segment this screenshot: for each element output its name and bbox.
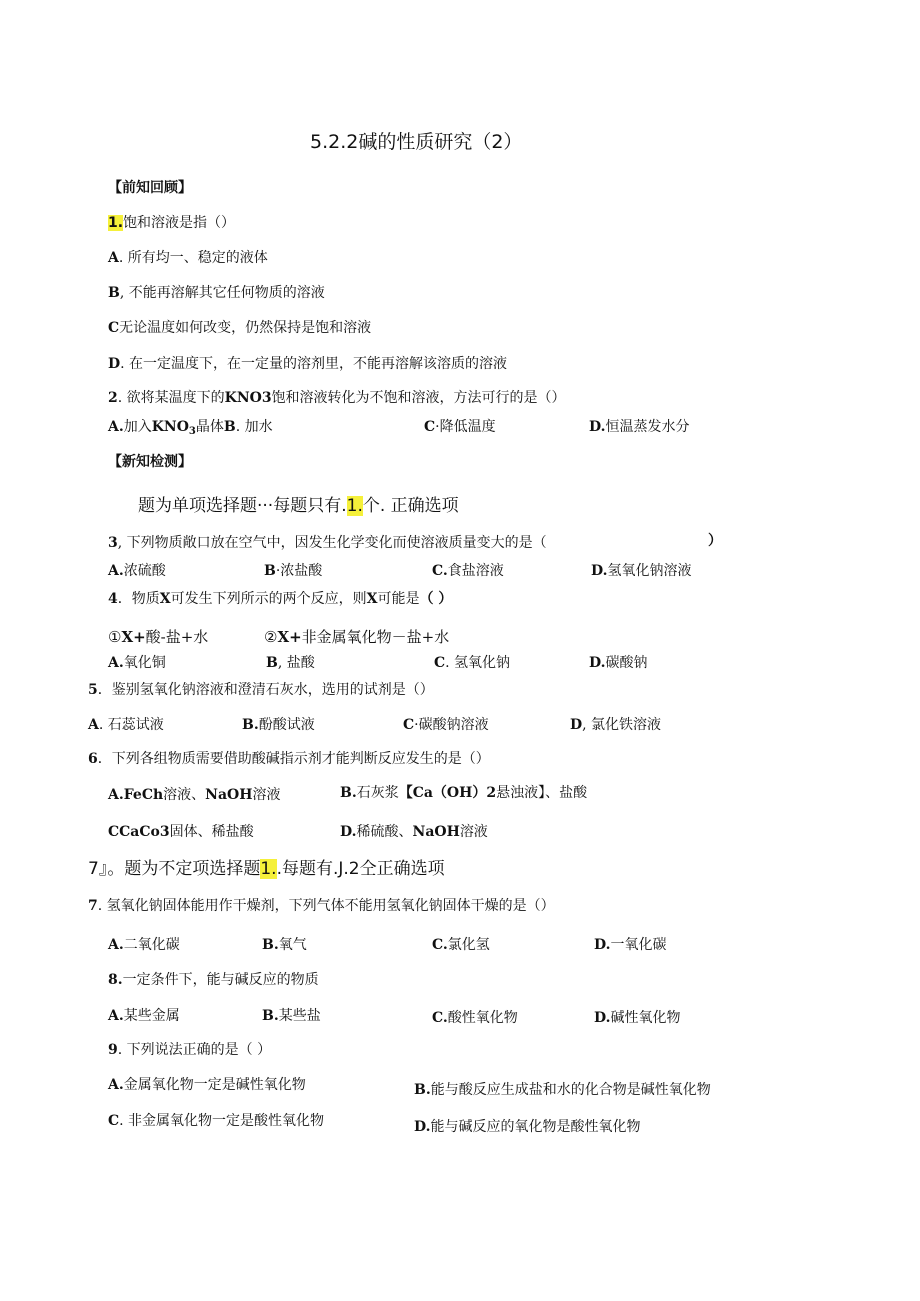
option-label: C xyxy=(108,320,120,336)
q9-option-b xyxy=(414,1081,711,1099)
q6-option-c xyxy=(108,823,254,841)
q7-option-a xyxy=(108,936,180,954)
question-stem: 可能是 xyxy=(377,591,420,607)
q1-option-d xyxy=(108,355,507,373)
option-label: A. xyxy=(108,563,124,579)
question-stem: , 下列物质敞口放在空气中，因发生化学变化而使溶液质量变大的是（ xyxy=(117,535,547,551)
q5-option-b xyxy=(242,716,315,734)
question-stem: ．鉴别氢氧化钠溶液和澄清石灰水，选用的试剂是（） xyxy=(97,682,434,698)
option-label: D. xyxy=(594,1010,611,1026)
reaction-2 xyxy=(264,628,449,646)
option-text: , 盐酸 xyxy=(277,655,315,671)
section-new-heading: 【新知检测】 xyxy=(108,454,192,470)
reaction-number: ② xyxy=(264,628,278,646)
option-label: C xyxy=(434,655,446,671)
option-text: 加入 xyxy=(123,419,152,435)
question-stem: . 下列说法正确的是（ ） xyxy=(117,1042,272,1058)
option-label: B. xyxy=(414,1082,431,1098)
instruction-number: 1. xyxy=(346,496,363,516)
variable-x: X xyxy=(159,591,171,607)
option-label: C. xyxy=(432,1010,448,1026)
formula: 【Ca（OH）2 xyxy=(398,785,497,801)
instruction-text: 个. 正确选项 xyxy=(362,496,459,516)
option-label: C xyxy=(424,419,436,435)
option-label: D. xyxy=(591,563,608,579)
q9-option-d xyxy=(414,1118,641,1136)
section-review-heading: 【前知回顾】 xyxy=(108,180,192,196)
question-number: 1. xyxy=(108,215,124,231)
q3-option-b xyxy=(264,562,322,580)
option-label: B. xyxy=(262,937,279,953)
option-label: A. xyxy=(108,419,124,435)
option-text: 稀硫酸、 xyxy=(356,824,413,840)
instruction-multiple-choice xyxy=(88,858,445,880)
formula: KNO xyxy=(151,419,189,435)
option-text: . 所有均一、稳定的液体 xyxy=(118,250,268,266)
variable-x: X xyxy=(366,591,378,607)
option-label: B xyxy=(264,563,276,579)
option-label: B xyxy=(108,285,120,301)
q8-option-b xyxy=(262,1007,321,1025)
question-stem: ．下列各组物质需要借助酸碱指示剂才能判断反应发生的是（） xyxy=(97,751,490,767)
q3-option-d xyxy=(591,562,692,580)
option-text: 某些盐 xyxy=(278,1008,321,1024)
option-text: 能与酸反应生成盐和水的化合物是碱性氧化物 xyxy=(430,1082,711,1098)
question-5 xyxy=(88,681,434,699)
option-text: ·浓盐酸 xyxy=(275,563,323,579)
formula: NaOH xyxy=(205,787,253,803)
formula-subscript: 3 xyxy=(188,426,196,437)
option-label: D xyxy=(570,717,583,733)
question-stem: . 氢氧化钠固体能用作干燥剂，下列气体不能用氢氧化钠固体干燥的是（） xyxy=(97,898,555,914)
q8-option-a xyxy=(108,1007,180,1025)
formula: NaOH xyxy=(412,824,460,840)
option-text: 溶液 xyxy=(252,787,281,803)
option-text: 食盐溶液 xyxy=(447,563,504,579)
option-text: 碱性氧化物 xyxy=(610,1010,681,1026)
question-number: 8. xyxy=(108,972,123,988)
option-text: , 不能再溶解其它任何物质的溶液 xyxy=(119,285,325,301)
option-text: ·碳酸钠溶液 xyxy=(414,717,489,733)
option-label: A. xyxy=(108,937,124,953)
option-text: 石灰浆 xyxy=(356,785,399,801)
option-text: 金属氧化物一定是碱性氧化物 xyxy=(123,1077,306,1093)
option-text: , 氯化铁溶液 xyxy=(582,717,662,733)
reaction-x: X+ xyxy=(121,628,146,646)
option-text: . 氢氧化钠 xyxy=(445,655,511,671)
q7-option-c xyxy=(432,936,490,954)
q2-option-d xyxy=(589,418,690,436)
formula: KNO3 xyxy=(224,390,272,406)
q6-option-a xyxy=(108,786,280,804)
q1-option-b xyxy=(108,284,325,302)
option-text: . 石蕊试液 xyxy=(98,717,164,733)
option-text: 悬浊液】、盐酸 xyxy=(496,785,588,801)
option-text: 氯化氢 xyxy=(447,937,490,953)
option-text: 某些金属 xyxy=(123,1008,180,1024)
q6-option-b xyxy=(340,784,587,802)
question-6 xyxy=(88,750,490,768)
question-stem: 饱和溶液转化为不饱和溶液，方法可行的是（） xyxy=(271,390,566,406)
question-8 xyxy=(108,971,319,989)
option-text: ·降低温度 xyxy=(435,419,496,435)
option-label: A. xyxy=(108,655,124,671)
q7-option-b xyxy=(262,936,307,954)
q4-option-d xyxy=(589,654,648,672)
question-number: 4 xyxy=(108,591,118,607)
instruction-number: 1. xyxy=(260,859,277,879)
option-text: . 加水 xyxy=(235,419,273,435)
instruction-text: 7』。题为不定项选择题 xyxy=(88,859,261,879)
question-9 xyxy=(108,1041,271,1059)
option-label: D. xyxy=(340,824,357,840)
question-3 xyxy=(108,534,547,552)
option-label: B. xyxy=(242,717,259,733)
option-text: 恒温蒸发水分 xyxy=(605,419,690,435)
reaction-x: X+ xyxy=(277,628,302,646)
formula: FeCh xyxy=(123,787,164,803)
reaction-text: 非金属氧化物－盐+水 xyxy=(301,628,450,646)
option-label: D. xyxy=(589,655,606,671)
question-stem: 一定条件下，能与碱反应的物质 xyxy=(122,972,319,988)
question-number: 3 xyxy=(108,535,118,551)
instruction-text: 题为单项选择题···每题只有. xyxy=(138,496,347,516)
option-label: B. xyxy=(340,785,357,801)
question-stem: . 欲将某温度下的 xyxy=(117,390,225,406)
option-text: 晶体 xyxy=(195,419,224,435)
option-label: D. xyxy=(594,937,611,953)
option-label: CCaCo3 xyxy=(108,824,170,840)
q4-option-c xyxy=(434,654,510,672)
option-label: D xyxy=(108,356,121,372)
instruction-single-choice xyxy=(138,495,459,517)
q2-option-c xyxy=(424,418,496,436)
option-label: C. xyxy=(432,937,448,953)
q9-option-a xyxy=(108,1076,306,1094)
q2-option-ab xyxy=(108,418,273,441)
option-text: 固体、稀盐酸 xyxy=(169,824,254,840)
option-text: 溶液、 xyxy=(163,787,206,803)
question-1 xyxy=(108,214,235,232)
option-text: . 非金属氧化物一定是酸性氧化物 xyxy=(119,1113,325,1129)
option-text: 氢氧化钠溶液 xyxy=(607,563,692,579)
q8-option-d xyxy=(594,1009,681,1027)
option-text: 碳酸钠 xyxy=(605,655,648,671)
answer-paren-close: ） xyxy=(708,533,722,549)
page-title: 5.2.2碱的性质研究（2） xyxy=(310,131,523,153)
q5-option-c xyxy=(403,716,489,734)
option-label: A. xyxy=(108,1008,124,1024)
option-label: D. xyxy=(589,419,606,435)
option-label: C xyxy=(403,717,415,733)
option-text: 氧化铜 xyxy=(123,655,166,671)
question-number: 6 xyxy=(88,751,98,767)
instruction-text: .每题有.J.2仝正确选项 xyxy=(276,859,445,879)
q7-option-d xyxy=(594,936,667,954)
option-text: 酸性氧化物 xyxy=(447,1010,518,1026)
question-number: 9 xyxy=(108,1042,118,1058)
q4-option-b xyxy=(266,654,315,672)
reaction-number: ① xyxy=(108,628,122,646)
option-text: 能与碱反应的氧化物是酸性氧化物 xyxy=(430,1119,641,1135)
reaction-1 xyxy=(108,628,208,646)
option-label: C. xyxy=(432,563,448,579)
option-text: 二氧化碳 xyxy=(123,937,180,953)
q5-option-d xyxy=(570,716,661,734)
q5-option-a xyxy=(88,716,164,734)
reaction-text: 酸-盐+水 xyxy=(145,628,209,646)
question-stem: 可发生下列所示的两个反应，则 xyxy=(170,591,367,607)
option-label: C xyxy=(108,1113,120,1129)
q9-option-c xyxy=(108,1112,324,1130)
q1-option-a xyxy=(108,249,268,267)
answer-paren: （ ） xyxy=(419,591,453,607)
q3-option-c xyxy=(432,562,504,580)
question-stem: ．物质 xyxy=(117,591,160,607)
q6-option-d xyxy=(340,823,488,841)
option-label: A xyxy=(88,717,99,733)
q3-option-a xyxy=(108,562,166,580)
option-label: B xyxy=(266,655,278,671)
question-7 xyxy=(88,897,555,915)
option-label: A. xyxy=(108,787,124,803)
option-label: D. xyxy=(414,1119,431,1135)
option-text: 溶液 xyxy=(459,824,488,840)
q4-option-a xyxy=(108,654,166,672)
option-label: B xyxy=(223,419,236,435)
option-label: B. xyxy=(262,1008,279,1024)
option-text: . 在一定温度下，在一定量的溶剂里，不能再溶解该溶质的溶液 xyxy=(120,356,508,372)
option-text: 酚酸试液 xyxy=(258,717,315,733)
option-label: A xyxy=(108,250,119,266)
option-text: 一氧化碳 xyxy=(610,937,667,953)
option-text: 浓硫酸 xyxy=(123,563,166,579)
question-stem: 饱和溶液是指（） xyxy=(123,215,236,231)
question-number: 2 xyxy=(108,390,118,406)
option-label: A. xyxy=(108,1077,124,1093)
q8-option-c xyxy=(432,1009,518,1027)
q1-option-c xyxy=(108,319,371,337)
question-number: 5 xyxy=(88,682,98,698)
question-4 xyxy=(108,590,452,608)
option-text: 氧气 xyxy=(278,937,307,953)
question-number: 7 xyxy=(88,898,98,914)
question-2 xyxy=(108,389,566,407)
option-text: 无论温度如何改变，仍然保持是饱和溶液 xyxy=(119,320,372,336)
